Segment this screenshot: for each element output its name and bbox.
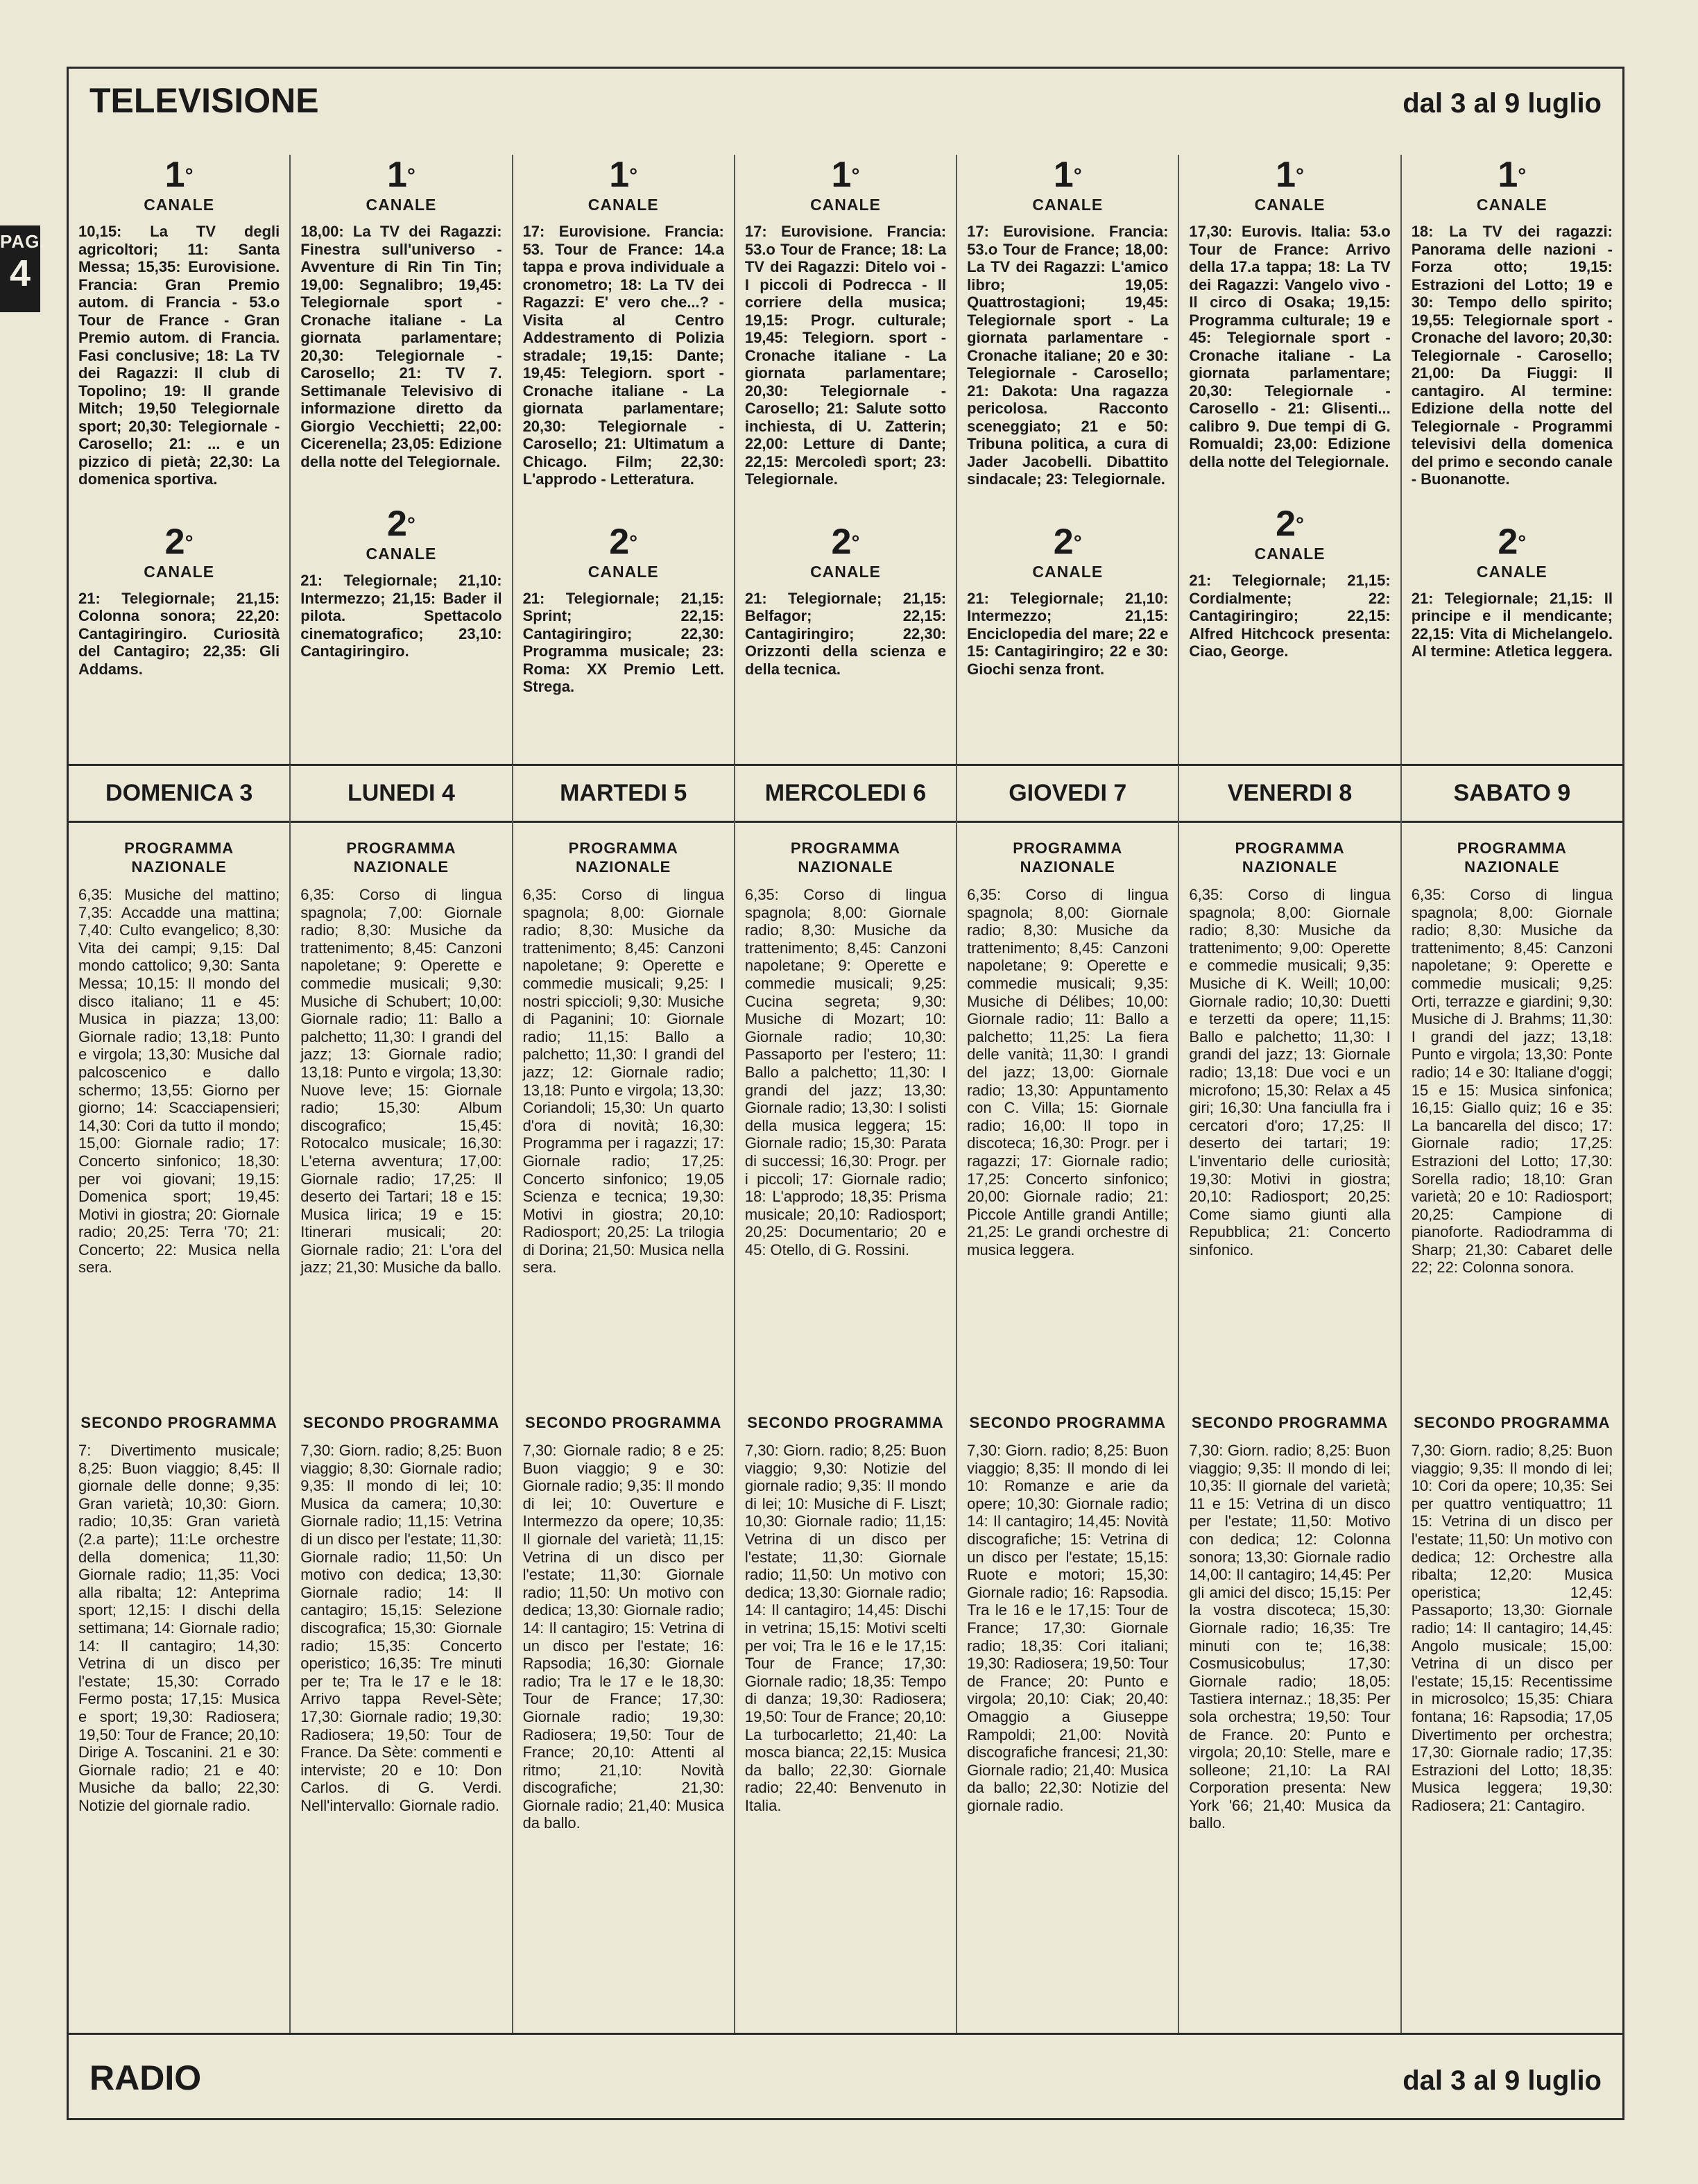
channel-label: CANALE [1476, 196, 1547, 214]
channel-number [967, 155, 1168, 195]
secondo-programma-title: SECONDO PROGRAMMA [969, 1414, 1166, 1431]
tv-day-column [1402, 155, 1622, 800]
channel2-listing: 21: Telegiornale; 21,15: Sprint; 22,15: Cantagiringiro; 22,30: Programma musicale; 23: Roma: XX Premio Lett. Strega. [522, 589, 724, 695]
programma-nazionale-title: PROGRAMMA NAZIONALE [346, 839, 456, 876]
channel-heading [78, 155, 280, 214]
channel-number-digit: 1 [386, 155, 407, 195]
secondo-programma-block [78, 1413, 280, 1814]
channel-number [1412, 522, 1613, 562]
programma-nazionale-title: PROGRAMMA NAZIONALE [1235, 839, 1345, 876]
channel-number [523, 522, 724, 562]
channel-heading [967, 522, 1168, 581]
secondo-programma-listing: 7,30: Giorn. radio; 8,25: Buon viaggio; 8,30: Giornale radio; 9,35: Il mondo di lei; 10: Musica da camera; 10,30: Giornale radio; 11,15: Vetrina di un disco per l'estate; 11,30: Giornale radio; 11,50: Un motivo con dedica; 13,30: Giornale radio; 14: Il cantagiro; 15,15: Selezione discografica; 15,30: Giornale radio; 15,35: Concerto operistico; 16,35: Tre minuti per te; Tra le 17 e le 18: Arrivo tappa Revel-Sète; 17,30: Giornale radio; 19,30: Radiosera; 19,50: Tour de France. Da Sète: commenti e interviste; 20 e 10: Don Carlos. di G. Verdi. Nell'intervallo: Giornale radio. [300, 1442, 502, 1814]
radio-header [89, 2056, 1602, 2100]
secondo-programma-block [1189, 1413, 1390, 1832]
channel-number [745, 155, 946, 195]
day-heading: MARTEDI 5 [513, 765, 735, 821]
channel-label: CANALE [366, 196, 437, 214]
channel-number-digit: 2 [831, 521, 852, 562]
radio-schedule-grid [69, 821, 1622, 2033]
day-heading: LUNEDI 4 [291, 765, 513, 821]
degree-sign: ° [406, 164, 415, 187]
channel-number [300, 155, 501, 195]
channel-number-digit: 2 [1498, 521, 1518, 562]
channel-number [300, 504, 501, 544]
tv-day-column [957, 155, 1179, 800]
tv-day-column [69, 155, 291, 800]
tv-title: TELEVISIONE [89, 81, 319, 120]
channel-number [1412, 155, 1613, 195]
channel-label: CANALE [588, 562, 659, 581]
channel-number [967, 522, 1168, 562]
channel-number-digit: 1 [1053, 155, 1074, 195]
channel-heading [78, 522, 280, 581]
page-label: PAG. [0, 231, 46, 252]
secondo-programma-block [1412, 1413, 1613, 1814]
channel-label: CANALE [1032, 196, 1104, 214]
channel-label: CANALE [810, 562, 881, 581]
channel-number-digit: 2 [609, 521, 630, 562]
channel-heading [745, 155, 946, 214]
radio-day-column [1179, 821, 1401, 2033]
secondo-programma-block [745, 1413, 946, 1814]
day-heading: SABATO 9 [1453, 780, 1571, 806]
radio-day-column [1402, 821, 1622, 2033]
radio-day-column [291, 821, 513, 2033]
channel-label: CANALE [1032, 562, 1104, 581]
degree-sign: ° [851, 531, 860, 554]
channel-heading [1189, 155, 1390, 214]
channel2-listing: 21: Telegiornale; 21,10: Intermezzo; 21,15: Enciclopedia del mare; 22 e 15: Cantagiringiro; 22 e 30: Giochi senza front. [967, 589, 1169, 678]
radio-date-range: dal 3 al 9 luglio [1403, 2065, 1602, 2096]
channel-number [78, 155, 280, 195]
channel1-listing: 17,30: Eurovis. Italia: 53.o Tour de France: Arrivo della 17.a tappa; 18: La TV dei Ragazzi: Vangelo vivo - Il circo di Osaka; 19,15: Programma culturale; 19 e 45: Telegiornale sport - Cronache italiane - La giornata parlamentare; 20,30: Telegiornale - Carosello - 21: Glisenti... calibro 9. Due tempi di G. Romualdi; 23,00: Edizione della notte del Telegiornale. [1189, 223, 1391, 470]
channel1-listing: 17: Eurovisione. Francia: 53. Tour de France: 14.a tappa e prova individuale a cronometro; 18: La TV dei Ragazzi: E' vero che...? - Visita al Centro Addestramento di Polizia stradale; 19,15: Dante; 19,45: Telegiorn. sport - Cronache italiane - La giornata parlamentare; 20,30: Telegiornale - Carosello; 21: Ultimatum a Chicago. Film; 22,30: L'approdo - Letteratura. [522, 223, 724, 488]
secondo-programma-listing: 7: Divertimento musicale; 8,25: Buon viaggio; 8,45: Il giornale delle donne; 9,35: Gran varietà; 10,30: Giorn. radio; 10,35: Gran varietà (2.a parte); 11:Le orchestre della domenica; 11,30: Giornale radio; 11,35: Voci alla ribalta; 12: Anteprima sport; 12,15: I dischi della settimana; 14: Giornale radio; 14: Il cantagiro; 14,30: Vetrina di un disco per l'estate; 15,30: Corrado Fermo posta; 17,15: Musica e sport; 19,30: Radiosera; 19,50: Tour de France; 20,10: Dirige A. Toscanini. 21 e 30: Giornale radio; 21 e 40: Musiche da ballo; 22,30: Notizie del giornale radio. [78, 1442, 280, 1814]
tv-day-column [291, 155, 513, 800]
channel1-listing: 10,15: La TV degli agricoltori; 11: Santa Messa; 15,35: Eurovisione. Francia: Gran Premio autom. di Francia - 53.o Tour de France - Gran Premio autom. di Francia. Fasi conclusive; 18: La TV dei Ragazzi: Il club di Topolino; 19: Il grande Mitch; 19,50 Telegiornale sport; 20,30: Telegiornale - Carosello; 21: ... e un pizzico di pietà; 22,30: La domenica sportiva. [78, 223, 280, 488]
radio-day-column [735, 821, 957, 2033]
programma-nazionale-listing: 6,35: Corso di lingua spagnola; 8,00: Giornale radio; 8,30: Musiche da trattenimento; 8,45: Canzoni napoletane; 9: Operette e commedie musicali; 9,25: Cucina segreta; 9,30: Musiche di Mozart; 10: Giornale radio; 10,30: Passaporto per l'estero; 11: Ballo a palchetto; 11,30: I grandi del jazz; 13,30: Giornale radio; 13,30: I solisti della musica leggera; 15: Giornale radio; 15,30: Parata di successi; 16,30: Progr. per i piccoli; 17: Giornale radio; 18: L'approdo; 18,35: Prisma musicale; 20,10: Radiosport; 20,25: Documentario; 20 e 45: Otello, di G. Rossini. [744, 886, 947, 1259]
divider-bottom [69, 2033, 1622, 2035]
programma-nazionale-title: PROGRAMMA NAZIONALE [568, 839, 678, 876]
degree-sign: ° [1518, 531, 1527, 554]
programma-nazionale-listing: 6,35: Corso di lingua spagnola; 7,00: Giornale radio; 8,30: Musiche da trattenimento; 8,45: Canzoni napoletane; 9: Operette e commedie musicali; 9,30: Musiche di Schubert; 10,00: Giornale radio; 11: Ballo a palchetto; 11,30: I grandi del jazz; 13: Giornale radio; 13,18: Punto e virgola; 13,30: Nuove leve; 15: Giornale radio; 15,30: Album discografico; 15,45: Rotocalco musicale; 16,30: L'eterna avventura; 17,00: Giornale radio; 17,25: Il deserto dei Tartari; 18 e 15: Musica lirica; 19 e 15: Itinerari musicali; 20: Giornale radio; 21: L'ora del jazz; 21,30: Musiche da ballo. [300, 886, 502, 1277]
secondo-programma-listing: 7,30: Giorn. radio; 8,25: Buon viaggio; 9,35: Il mondo di lei; 10: Cori da opere; 10,35: Sei per quattro ventiquattro; 11 15: Vetrina di un disco per l'estate; 11,50: Un motivo con dedica; 12: Orchestre alla ribalta; 12,20: Musica operistica; 12,45: Passaporto; 13,30: Giornale radio; 14: Il cantagiro; 14,45: Angolo musicale; 15,00: Vetrina di un disco per l'estate; 15,15: Recentissime in microsolco; 15,35: Chiara fontana; 16: Rapsodia; 17,05 Divertimento per orchestra; 17,30: Giornale radio; 17,35: Estrazioni del Lotto; 18,35: Musica leggera; 19,30: Radiosera; 21: Cantagiro. [1411, 1442, 1613, 1814]
channel1-listing: 17: Eurovisione. Francia: 53.o Tour de France; 18,00: La TV dei Ragazzi: L'amico libro; 19,05: Quattrostagioni; 19,45: Telegiornale sport - La giornata parlamentare - Cronache italiane; 20 e 30: Telegiornale - Carosello; 21: Dakota: Una ragazza pericolosa. Racconto sceneggiato; 21 e 50: Tribuna politica, a cura di Jader Jacobelli. Dibattito sindacale; 23: Telegiornale. [967, 223, 1169, 488]
channel-heading [1412, 155, 1613, 214]
degree-sign: ° [1296, 164, 1304, 187]
channel-heading [967, 155, 1168, 214]
degree-sign: ° [629, 164, 638, 187]
radio-day-column [513, 821, 735, 2033]
programma-nazionale-listing: 6,35: Musiche del mattino; 7,35: Accadde una mattina; 7,40: Culto evangelico; 8,30: Vita dei campi; 9,15: Dal mondo cattolico; 9,30: Santa Messa; 10,15: Il mondo del disco italiano; 11 e 45: Musica in piazza; 13,00: Giornale radio; 13,18: Punto e virgola; 13,30: Musiche dal palcoscenico e dallo schermo; 13,55: Giorno per giorno; 14: Scacciapensieri; 14,30: Cori da tutto il mondo; 15,00: Giornale radio; 17: Concerto sinfonico; 18,30: per voi giovani; 19,15: Domenica sport; 19,45: Motivi in giostra; 20: Giornale radio; 20,25: Terra '70; 21: Concerto; 22: Musica nella sera. [78, 886, 280, 1277]
channel-number [1189, 155, 1390, 195]
secondo-programma-listing: 7,30: Giornale radio; 8 e 25: Buon viaggio; 9 e 30: Giornale radio; 9,35: Il mondo di lei; 10: Ouverture e Intermezzo da opere; 10,35: Il giornale del varietà; 11,15: Vetrina di un disco per l'estate; 11,30: Giornale radio; 11,50: Un motivo con dedica; 13,30: Giornale radio; 14: Il cantagiro; 15: Vetrina di un disco per l'estate; 16: Rapsodia; 16,30: Giornale radio; Tra le 17 e le 18,30: Tour de France; 17,30: Giornale radio; 19,30: Radiosera; 19,50: Tour de France; 20,10: Attenti al ritmo; 21,10: Novità discografiche; 21,30: Giornale radio; 21,40: Musica da ballo. [522, 1442, 724, 1832]
page-number-tab [0, 225, 46, 312]
secondo-programma-listing: 7,30: Giorn. radio; 8,25: Buon viaggio; 9,35: Il mondo di lei; 10,35: Il giornale del varietà; 11 e 15: Vetrina di un disco per l'estate; 11,50: Motivo con dedica; 12: Colonna sonora; 13,30: Giornale radio 14,00: Il cantagiro; 14,45: Per gli amici del disco; 15,15: Per la vostra discoteca; 15,30: Giornale radio; 16,35: Tre minuti con te; 16,38: Cosmusicobulus; 17,30: Giornale radio; 18,05: Tastiera internaz.; 18,35: Per sola orchestra; 19,50: Tour de France. 20: Punto e virgola; 20,10: Stelle, mare e solleone; 21,10: La RAI Corporation presenta: New York '66; 21,40: Musica da ballo. [1189, 1442, 1391, 1832]
programma-nazionale-listing: 6,35: Corso di lingua spagnola; 8,00: Giornale radio; 8,30: Musiche da trattenimento; 9,00: Operette e commedie musicali; 9,35: Musiche di K. Weill; 10,00: Giornale radio; 10,30: Duetti e terzetti da opere; 11,15: Ballo e palchetto; 11,30: I grandi del jazz; 13: Giornale radio; 13,18: Due voci e un microfono; 15,30: Relax a 45 giri; 16,30: Una fanciulla fra i cercatori d'oro; 17,25: Il deserto dei tartari; 19: L'inventario delle curiosità; 19,30: Motivi in giostra; 20,10: Radiosport; 20,25: Come siamo giunti alla Repubblica; 21: Concerto sinfonico. [1189, 886, 1391, 1259]
channel2-listing: 21: Telegiornale; 21,15: Cordialmente; 22: Cantagiringiro; 22,15: Alfred Hitchcock presenta: Ciao, George. [1189, 572, 1391, 660]
channel-number-digit: 1 [164, 155, 185, 195]
channel-label: CANALE [1476, 562, 1547, 581]
channel-number [1189, 504, 1390, 544]
secondo-programma-title: SECONDO PROGRAMMA [747, 1414, 944, 1431]
degree-sign: ° [185, 531, 194, 554]
channel-label: CANALE [1254, 196, 1326, 214]
day-heading: GIOVEDI 7 [957, 765, 1179, 821]
radio-day-column [957, 821, 1179, 2033]
channel1-listing: 17: Eurovisione. Francia: 53.o Tour de France; 18: La TV dei Ragazzi: Ditelo voi - I piccoli di Podrecca - Il corriere della musica; 19,15: Progr. culturale; 19,45: Telegiorn. sport - Cronache italiane - La giornata parlamentare; 20,30: Telegiornale - Carosello; 21: Salute sotto inchiesta, di U. Zatterin; 22,00: Letture di Dante; 22,15: Mercoledì sport; 23: Telegiornale. [744, 223, 947, 488]
programma-nazionale-title: PROGRAMMA NAZIONALE [124, 839, 234, 876]
degree-sign: ° [851, 164, 860, 187]
secondo-programma-title: SECONDO PROGRAMMA [524, 1414, 722, 1431]
channel-label: CANALE [810, 196, 881, 214]
degree-sign: ° [1296, 513, 1304, 536]
channel-number [78, 522, 280, 562]
channel-heading [523, 522, 724, 581]
degree-sign: ° [1073, 164, 1082, 187]
channel-heading [1189, 504, 1390, 563]
schedule-page [67, 67, 1624, 2120]
channel2-listing: 21: Telegiornale; 21,15: Il principe e il mendicante; 22,15: Vita di Michelangelo. Al termine: Atletica leggera. [1411, 589, 1613, 660]
secondo-programma-block [967, 1413, 1168, 1814]
programma-nazionale-title: PROGRAMMA NAZIONALE [790, 839, 901, 876]
programma-nazionale-listing: 6,35: Corso di lingua spagnola; 8,00: Giornale radio; 8,30: Musiche da trattenimento; 8,45: Canzoni napoletane; 9: Operette e commedie musicali; 9,35: Musiche di Délibes; 10,00: Giornale radio; 11: Ballo a palchetto; 11,25: La fiera delle vanità; 11,30: I grandi del jazz; 13,00: Giornale radio; 13,30: Appuntamento con C. Villa; 15: Giornale radio; 16,00: Il topo in discoteca; 16,30: Progr. per i ragazzi; 17: Giornale radio; 17,25: Concerto sinfonico; 20,00: Giornale radio; 21: Piccole Antille grandi Antille; 21,25: Le grandi orchestre di musica leggera. [967, 886, 1169, 1259]
degree-sign: ° [1073, 531, 1082, 554]
programma-nazionale-listing: 6,35: Corso di lingua spagnola; 8,00: Giornale radio; 8,30: Musiche da trattenimento; 8,45: Canzoni napoletane; 9: Operette e commedie musicali; 9,25: Orti, terrazze e giardini; 9,30: Musiche di J. Brahms; 11,30: I grandi del jazz; 13,18: Punto e virgola; 13,30: Ponte radio; 14 e 30: Italiane d'oggi; 15 e 15: Musica sinfonica; 16,15: Giallo quiz; 16 e 35: La bancarella del disco; 17: Giornale radio; 17,25: Estrazioni del Lotto; 17,30: Sorella radio; 18,10: Gran varietà; 20 e 10: Radiosport; 20,25: Campione di pianoforte. Radiodramma di Sharp; 21,30: Cabaret delle 22; 22: Colonna sonora. [1411, 886, 1613, 1277]
channel-heading [523, 155, 724, 214]
channel-heading [300, 504, 501, 563]
channel-label: CANALE [1254, 545, 1326, 563]
channel-heading [300, 155, 501, 214]
channel-number [523, 155, 724, 195]
day-heading: DOMENICA 3 [69, 765, 291, 821]
channel-number-digit: 2 [1276, 504, 1296, 544]
secondo-programma-title: SECONDO PROGRAMMA [1191, 1414, 1389, 1431]
channel-number-digit: 1 [609, 155, 630, 195]
tv-day-column [513, 155, 735, 800]
tv-header [89, 78, 1602, 123]
channel-number [745, 522, 946, 562]
radio-title: RADIO [89, 2058, 202, 2097]
programma-nazionale-title: PROGRAMMA NAZIONALE [1457, 839, 1567, 876]
secondo-programma-listing: 7,30: Giorn. radio; 8,25: Buon viaggio; 8,35: Il mondo di lei 10: Romanze e arie da opere; 10,30: Giornale radio; 14: Il cantagiro; 14,45: Novità discografiche; 15: Vetrina di un disco per l'estate; 15,15: Ruote e motori; 15,30: Giornale radio; 16: Rapsodia. Tra le 16 e le 17,15: Tour de France; 17,30: Giornale radio; 18,35: Cori italiani; 19,30: Radiosera; 19,50: Tour de France; 20: Punto e virgola; 20,10: Ciak; 20,40: Omaggio a Giuseppe Rampoldi; 21,00: Novità discografiche francesi; 21,30: Giornale radio; 21,40: Musica da ballo; 22,30: Notizie del giornale radio. [967, 1442, 1169, 1814]
day-row [69, 765, 1622, 821]
programma-nazionale-listing: 6,35: Corso di lingua spagnola; 8,00: Giornale radio; 8,30: Musiche da trattenimento; 8,45: Canzoni napoletane; 9: Operette e commedie musicali; 9,25: I nostri spiccioli; 9,30: Musiche di Paganini; 10: Giornale radio; 11,15: Ballo a palchetto; 11,30: I grandi del jazz; 12: Giornale radio; 13,18: Punto e virgola; 13,30: Coriandoli; 15,30: Un quarto d'ora di novità; 16,30: Programma per i ragazzi; 17: Giornale radio; 17,25: Concerto sinfonico; 19,05 Scienza e tecnica; 19,30: Motivi in giostra; 20,10: Radiosport; 20,25: La trilogia di Dorina; 21,50: Musica nella sera. [522, 886, 724, 1277]
channel-number-digit: 1 [1498, 155, 1518, 195]
channel-heading [1412, 522, 1613, 581]
channel-label: CANALE [144, 562, 215, 581]
secondo-programma-title: SECONDO PROGRAMMA [1414, 1414, 1611, 1431]
tv-date-range: dal 3 al 9 luglio [1403, 88, 1602, 119]
channel-label: CANALE [144, 196, 215, 214]
channel-number-digit: 2 [164, 521, 185, 562]
channel2-listing: 21: Telegiornale; 21,15: Belfagor; 22,15: Cantagiringiro; 22,30: Orizzonti della scienza e della tecnica. [744, 589, 947, 678]
channel2-listing: 21: Telegiornale; 21,10: Intermezzo; 21,15: Bader il pilota. Spettacolo cinematografico; 23,10: Cantagiringiro. [300, 572, 502, 660]
channel-label: CANALE [588, 196, 659, 214]
page-number: 4 [9, 253, 31, 294]
tv-schedule-grid [69, 155, 1622, 800]
channel1-listing: 18: La TV dei ragazzi: Panorama delle nazioni - Forza otto; 19,15: Estrazioni del Lotto; 19 e 30: Tempo dello spirito; 19,55: Telegiornale sport - Cronache del lavoro; 20,30: Telegiornale - Carosello; 21,00: Da Fiuggi: Il cantagiro. Al termine: Edizione della notte del Telegiornale - Programmi televisivi della domenica del primo e secondo canale - Buonanotte. [1411, 223, 1613, 488]
secondo-programma-block [523, 1413, 724, 1832]
tv-day-column [735, 155, 957, 800]
channel2-listing: 21: Telegiornale; 21,15: Colonna sonora; 22,20: Cantagiringiro. Curiosità del Cantagiro; 22,35: Gli Addams. [78, 589, 280, 678]
channel-number-digit: 1 [1276, 155, 1296, 195]
channel-heading [745, 522, 946, 581]
channel-number-digit: 2 [386, 504, 407, 544]
secondo-programma-block [300, 1413, 501, 1814]
degree-sign: ° [185, 164, 194, 187]
secondo-programma-title: SECONDO PROGRAMMA [302, 1414, 500, 1431]
channel1-listing: 18,00: La TV dei Ragazzi: Finestra sull'universo - Avventure di Rin Tin Tin; 19,00: Segnalibro; 19,45: Telegiornale sport - Cronache italiane - La giornata parlamentare; 20,30: Telegiornale - Carosello; 21: TV 7. Settimanale Televisivo di informazione diretto da Giorgio Vecchietti; 22,00: Cicerenella; 23,05: Edizione della notte del Telegiornale. [300, 223, 502, 470]
secondo-programma-listing: 7,30: Giorn. radio; 8,25: Buon viaggio; 9,30: Notizie del giornale radio; 9,35: Il mondo di lei; 10: Musiche di F. Liszt; 10,30: Giornale radio; 11,15: Vetrina di un disco per l'estate; 11,30: Giornale radio; 11,50: Un motivo con dedica; 13,30: Giornale radio; 14: Il cantagiro; 14,45: Dischi in vetrina; 15,15: Motivi scelti per voi; Tra le 16 e le 17,15: Tour de France; 17,30: Giornale radio; 18,35: Tempo di danza; 19,30: Radiosera; 19,50: Tour de France; 20,10: La turbocarletto; 21,40: La mosca bianca; 22,15: Musica da ballo; 22,30: Giornale radio; 22,40: Benvenuto in Italia. [744, 1442, 947, 1814]
channel-number-digit: 2 [1053, 521, 1074, 562]
channel-number-digit: 1 [831, 155, 852, 195]
channel-label: CANALE [366, 545, 437, 563]
degree-sign: ° [629, 531, 638, 554]
day-heading: MERCOLEDI 6 [735, 765, 957, 821]
secondo-programma-title: SECONDO PROGRAMMA [80, 1414, 277, 1431]
radio-day-column [69, 821, 291, 2033]
programma-nazionale-title: PROGRAMMA NAZIONALE [1013, 839, 1123, 876]
tv-day-column [1179, 155, 1401, 800]
day-heading: VENERDI 8 [1179, 765, 1401, 821]
degree-sign: ° [406, 513, 415, 536]
degree-sign: ° [1518, 164, 1527, 187]
